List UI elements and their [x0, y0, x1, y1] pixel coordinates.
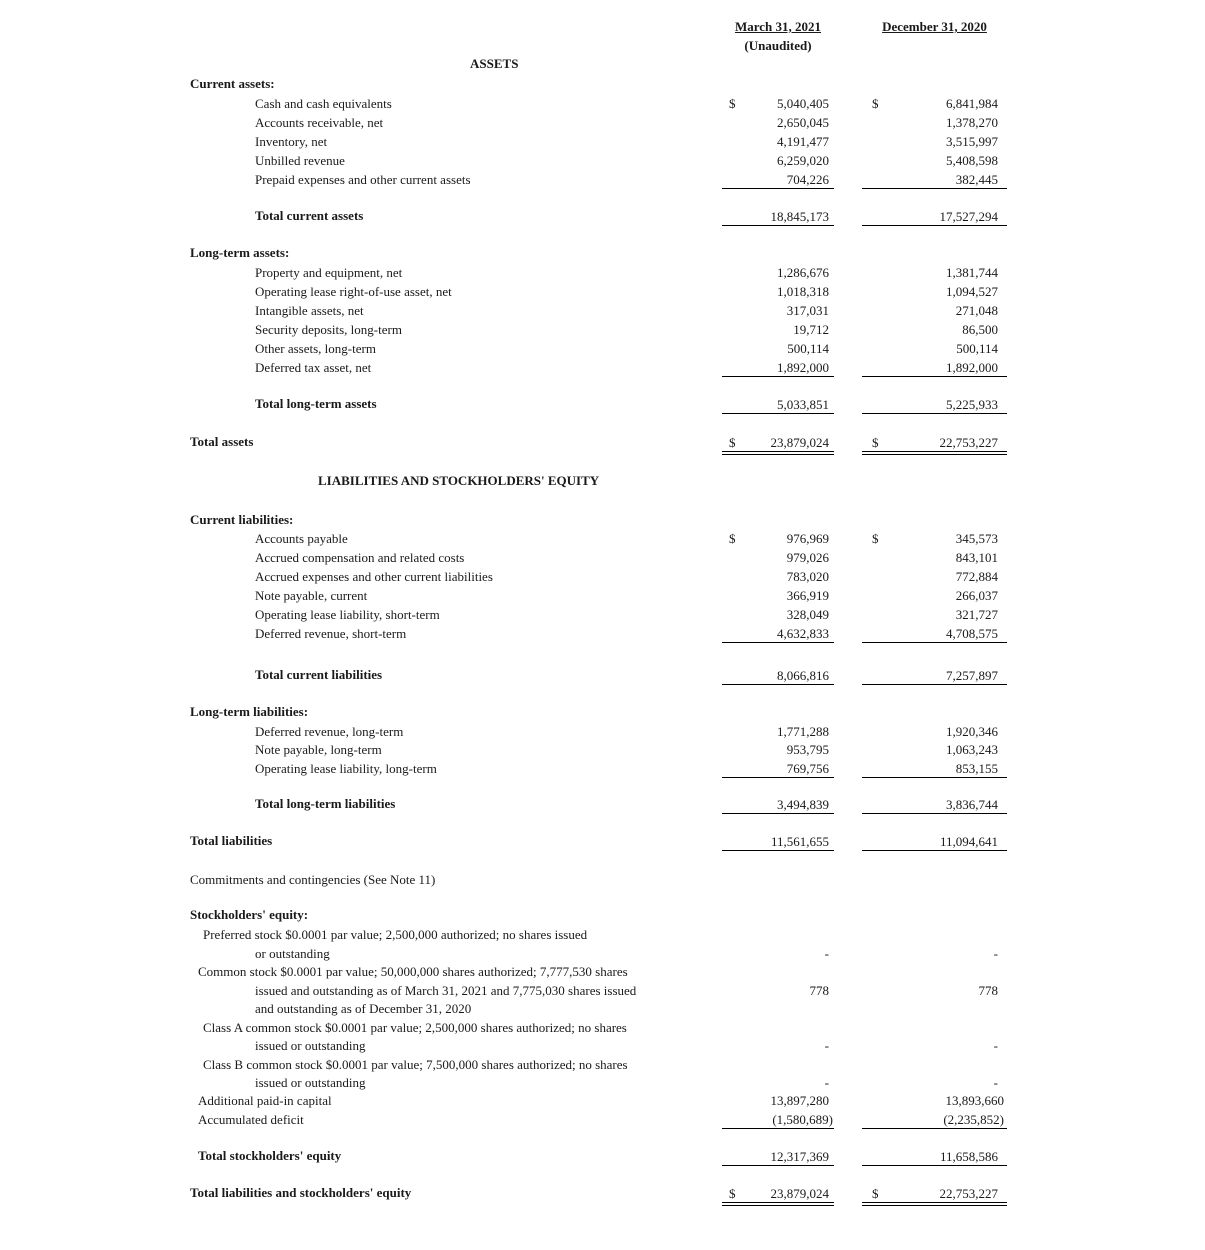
line-item-value-mar: 1,018,318: [777, 284, 829, 299]
common-stock-line1: Common stock $0.0001 par value; 50,000,000 shares authorized; 7,777,530 shares: [198, 964, 628, 979]
subtotal-rule: [722, 642, 834, 643]
total-current-liabilities-dec: 7,257,897: [946, 668, 998, 683]
total-liabilities-equity-dec: 22,753,227: [939, 1186, 998, 1201]
line-item-label: Deferred revenue, long-term: [255, 724, 404, 739]
line-item-label: Operating lease liability, long-term: [255, 761, 437, 776]
total-rule: [722, 225, 834, 226]
grand-total-double-rule: [862, 451, 1007, 455]
apic-label: Additional paid-in capital: [198, 1093, 332, 1108]
line-item-label: Other assets, long-term: [255, 341, 376, 356]
line-item-value-dec: 1,892,000: [946, 360, 998, 375]
line-item-value-dec: 266,037: [955, 588, 998, 603]
line-item-label: Intangible assets, net: [255, 303, 364, 318]
line-item-value-mar: 366,919: [786, 588, 829, 603]
total-rule: [862, 684, 1007, 685]
line-item-label: Accounts payable: [255, 531, 348, 546]
line-item-value-dec: 86,500: [962, 322, 998, 337]
total-equity-dec: 11,658,586: [939, 1149, 998, 1164]
line-item-value-dec: 853,155: [955, 761, 998, 776]
grand-total-double-rule: [722, 451, 834, 455]
total-current-assets-mar: 18,845,173: [770, 209, 829, 224]
total-current-liabilities-mar: 8,066,816: [777, 668, 829, 683]
line-item-label: Note payable, current: [255, 588, 368, 603]
col1-subheader: (Unaudited): [744, 38, 812, 53]
total-assets-mar: 23,879,024: [770, 435, 829, 450]
dollar-sign: $: [729, 96, 736, 111]
line-item-label: Inventory, net: [255, 134, 328, 149]
total-longterm-liabilities-label: Total long-term liabilities: [255, 796, 396, 811]
dollar-sign: $: [872, 531, 879, 546]
subtotal-rule: [722, 1128, 834, 1129]
line-item-value-mar: 1,892,000: [777, 360, 829, 375]
line-item-value-mar: 1,771,288: [777, 724, 829, 739]
line-item-value-dec: 321,727: [955, 607, 998, 622]
col2-header: December 31, 2020: [882, 19, 987, 34]
total-rule: [722, 1165, 834, 1166]
current-liabilities-label: Current liabilities:: [190, 512, 294, 527]
dollar-sign: $: [872, 96, 879, 111]
common-stock-line2: issued and outstanding as of March 31, 2021 and 7,775,030 shares issued: [255, 983, 637, 998]
total-liabilities-equity-label: Total liabilities and stockholders' equity: [190, 1185, 412, 1200]
line-item-value-mar: 783,020: [786, 569, 829, 584]
line-item-value-dec: 3,515,997: [946, 134, 998, 149]
common-stock-dec: 778: [978, 983, 998, 998]
line-item-value-mar: 19,712: [793, 322, 829, 337]
dollar-sign: $: [729, 531, 736, 546]
line-item-value-dec: 1,378,270: [946, 115, 998, 130]
total-assets-label: Total assets: [190, 434, 254, 449]
line-item-value-mar: 500,114: [787, 341, 829, 356]
line-item-value-mar: 317,031: [786, 303, 829, 318]
class-b-stock-dec: -: [993, 1075, 998, 1090]
line-item-label: Unbilled revenue: [255, 153, 345, 168]
total-current-assets-dec: 17,527,294: [939, 209, 998, 224]
liabilities-heading: LIABILITIES AND STOCKHOLDERS' EQUITY: [318, 473, 600, 488]
line-item-value-mar: 979,026: [786, 550, 829, 565]
total-liabilities-mar: 11,561,655: [770, 834, 829, 849]
line-item-label: Accounts receivable, net: [255, 115, 384, 130]
line-item-value-dec: 382,445: [955, 172, 998, 187]
current-assets-label: Current assets:: [190, 76, 275, 91]
total-rule: [862, 850, 1007, 851]
common-stock-mar: 778: [809, 983, 829, 998]
preferred-stock-dec: -: [993, 946, 998, 961]
line-item-value-mar: 6,259,020: [777, 153, 829, 168]
accumulated-deficit-label: Accumulated deficit: [198, 1112, 304, 1127]
line-item-value-mar: 769,756: [786, 761, 829, 776]
total-longterm-assets-label: Total long-term assets: [255, 396, 377, 411]
line-item-label: Deferred tax asset, net: [255, 360, 372, 375]
total-longterm-assets-mar: 5,033,851: [777, 397, 829, 412]
line-item-value-mar: 1,286,676: [777, 265, 829, 280]
col1-header: March 31, 2021: [734, 19, 822, 34]
line-item-value-dec: 345,573: [955, 531, 998, 546]
line-item-value-mar: 704,226: [786, 172, 829, 187]
accumulated-deficit-mar: (1,580,689): [772, 1112, 833, 1127]
subtotal-rule: [862, 188, 1007, 189]
subtotal-rule: [862, 1128, 1007, 1129]
line-item-label: Deferred revenue, short-term: [255, 626, 407, 641]
class-a-stock-dec: -: [993, 1038, 998, 1053]
total-longterm-liabilities-mar: 3,494,839: [777, 797, 829, 812]
line-item-value-dec: 772,884: [955, 569, 998, 584]
total-assets-dec: 22,753,227: [939, 435, 998, 450]
subtotal-rule: [722, 777, 834, 778]
line-item-label: Operating lease liability, short-term: [255, 607, 440, 622]
common-stock-line3: and outstanding as of December 31, 2020: [255, 1001, 472, 1016]
total-liabilities-dec: 11,094,641: [939, 834, 998, 849]
total-equity-label: Total stockholders' equity: [198, 1148, 342, 1163]
total-current-assets-label: Total current assets: [255, 208, 364, 223]
total-current-liabilities-label: Total current liabilities: [255, 667, 383, 682]
total-rule: [722, 850, 834, 851]
total-rule: [862, 225, 1007, 226]
total-equity-mar: 12,317,369: [770, 1149, 829, 1164]
subtotal-rule: [862, 777, 1007, 778]
subtotal-rule: [722, 376, 834, 377]
line-item-label: Accrued compensation and related costs: [255, 550, 465, 565]
line-item-label: Operating lease right-of-use asset, net: [255, 284, 452, 299]
dollar-sign: $: [729, 1186, 736, 1201]
line-item-label: Accrued expenses and other current liabilities: [255, 569, 493, 584]
line-item-label: Cash and cash equivalents: [255, 96, 392, 111]
dollar-sign: $: [872, 1186, 879, 1201]
line-item-label: Property and equipment, net: [255, 265, 403, 280]
line-item-value-dec: 843,101: [955, 550, 998, 565]
line-item-value-dec: 271,048: [955, 303, 998, 318]
total-rule: [862, 413, 1007, 414]
total-liabilities-equity-mar: 23,879,024: [770, 1186, 829, 1201]
total-longterm-assets-dec: 5,225,933: [946, 397, 998, 412]
grand-total-double-rule: [862, 1202, 1007, 1206]
class-b-stock-line2: issued or outstanding: [255, 1075, 366, 1090]
subtotal-rule: [862, 376, 1007, 377]
line-item-value-dec: 4,708,575: [946, 626, 998, 641]
line-item-value-mar: 953,795: [786, 742, 829, 757]
preferred-stock-line1: Preferred stock $0.0001 par value; 2,500,000 authorized; no shares issued: [203, 927, 588, 942]
line-item-value-mar: 4,632,833: [777, 626, 829, 641]
line-item-label: Security deposits, long-term: [255, 322, 402, 337]
line-item-value-mar: 328,049: [786, 607, 829, 622]
stockholders-equity-label: Stockholders' equity:: [190, 907, 309, 922]
line-item-label: Prepaid expenses and other current assets: [255, 172, 471, 187]
total-liabilities-label: Total liabilities: [190, 833, 273, 848]
line-item-value-mar: 2,650,045: [777, 115, 829, 130]
line-item-value-dec: 1,381,744: [946, 265, 998, 280]
total-rule: [862, 813, 1007, 814]
total-rule: [862, 1165, 1007, 1166]
dollar-sign: $: [872, 435, 879, 450]
line-item-label: Note payable, long-term: [255, 742, 382, 757]
total-rule: [722, 684, 834, 685]
accumulated-deficit-dec: (2,235,852): [943, 1112, 1004, 1127]
line-item-value-dec: 1,094,527: [946, 284, 998, 299]
assets-heading: ASSETS: [470, 56, 519, 71]
line-item-value-dec: 1,063,243: [946, 742, 998, 757]
apic-dec: 13,893,660: [945, 1093, 1004, 1108]
longterm-liabilities-label: Long-term liabilities:: [190, 704, 309, 719]
apic-mar: 13,897,280: [770, 1093, 829, 1108]
total-rule: [722, 813, 834, 814]
line-item-value-dec: 6,841,984: [946, 96, 998, 111]
preferred-stock-mar: -: [824, 946, 829, 961]
subtotal-rule: [722, 188, 834, 189]
total-longterm-liabilities-dec: 3,836,744: [946, 797, 998, 812]
preferred-stock-line2: or outstanding: [255, 946, 330, 961]
line-item-value-mar: 4,191,477: [777, 134, 829, 149]
subtotal-rule: [862, 642, 1007, 643]
line-item-value-dec: 500,114: [956, 341, 998, 356]
longterm-assets-label: Long-term assets:: [190, 245, 290, 260]
line-item-value-dec: 1,920,346: [946, 724, 998, 739]
grand-total-double-rule: [722, 1202, 834, 1206]
line-item-value-dec: 5,408,598: [946, 153, 998, 168]
class-b-stock-mar: -: [824, 1075, 829, 1090]
class-a-stock-line2: issued or outstanding: [255, 1038, 366, 1053]
line-item-value-mar: 5,040,405: [777, 96, 829, 111]
dollar-sign: $: [729, 435, 736, 450]
class-a-stock-mar: -: [824, 1038, 829, 1053]
line-item-value-mar: 976,969: [786, 531, 829, 546]
commitments-note: Commitments and contingencies (See Note 11): [190, 872, 436, 887]
class-a-stock-line1: Class A common stock $0.0001 par value; 2,500,000 shares authorized; no shares: [203, 1020, 627, 1035]
total-rule: [722, 413, 834, 414]
class-b-stock-line1: Class B common stock $0.0001 par value; 7,500,000 shares authorized; no shares: [203, 1057, 628, 1072]
